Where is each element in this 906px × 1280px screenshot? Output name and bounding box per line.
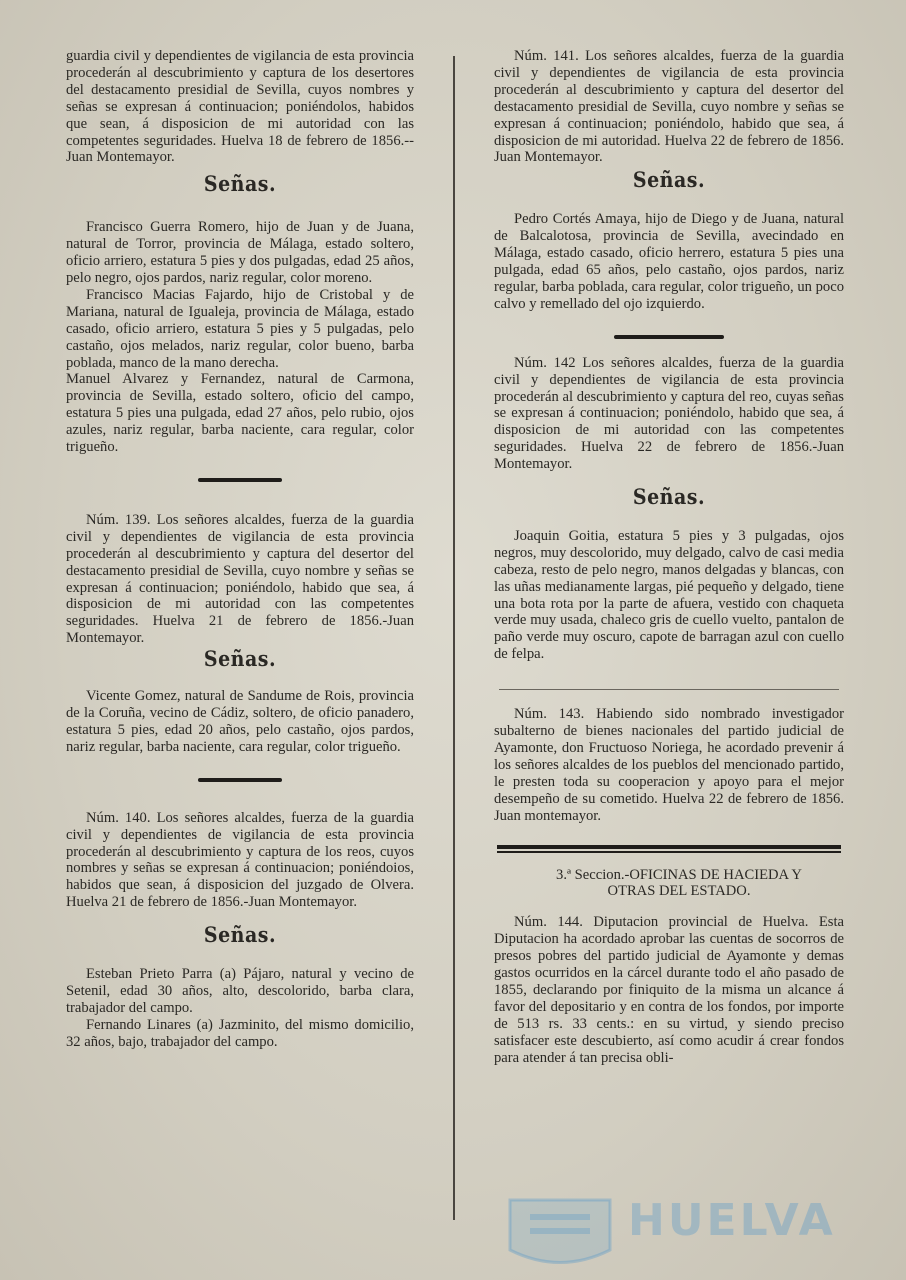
section-heading-line2: OTRAS DEL ESTADO. xyxy=(607,883,751,900)
description-paragraph: Francisco Macias Fajardo, hijo de Cristobal y de Mariana, natural de Igualeja, provincia de Málaga, estado casado, oficio arriero, estatura 5 pies y 5 pulgadas, pelo castaño, ojos melados, nariz regular, color bueno, barba poblada, manco de la mano derecha. xyxy=(66,286,414,371)
description-paragraph: Francisco Guerra Romero, hijo de Juan y de Juana, natural de Torror, provincia de Málaga, estado soltero, oficio arriero, estatura 5 pies y dos pulgadas, edad 25 años, pelo negro, ojos pardos, nariz regular, color moreno. xyxy=(66,219,414,286)
description-paragraph: Fernando Linares (a) Jazminito, del mismo domicilio, 32 años, bajo, trabajador del campo. xyxy=(66,1016,414,1050)
column-divider xyxy=(453,56,455,1220)
notice-139: Núm. 139. Los señores alcaldes, fuerza de la guardia civil y dependientes de vigilancia de esta provincia procederán al descubrimiento y captura del desertor del destacamento presidial de Sevilla, cuyo nombre y señas se expresan á continuacion; poniéndolo, habido que sea, á disposicion de mi autoridad con las competentes seguridades. Huelva 21 de febrero de 1856.-Juan Montemayor. xyxy=(66,511,414,647)
notice-144: Núm. 144. Diputacion provincial de Huelva. Esta Diputacion ha acordado aprobar las cuentas de socorros de presos pobres del partido judicial de Ayamonte y demas gastos ocurridos en la cárcel durante todo el año pasado de 1855, declarando por finiquito de la misma un alcance á favor del depositario y en contra de los fondos, por importe de 513 rs. 33 cents.: en su virtud, y siendo preciso satisfacer este descubierto, así como acudir á crear fondos para atender á tan precisa obli- xyxy=(494,914,844,1066)
senas-heading: Señas. xyxy=(632,484,706,510)
notice-143: Núm. 143. Habiendo sido nombrado investigador subalterno de bienes nacionales del partido judicial de Ayamonte, don Fructuoso Noriega, he acordado prevenir á los señores alcaldes de los pueblos del mencionado partido, le presten toda su cooperacion y apoyo para el mejor desempeño de su cometido. Huelva 22 de febrero de 1856. Juan montemayor. xyxy=(494,706,844,824)
right-column xyxy=(494,48,844,1067)
senas-heading: Señas. xyxy=(203,922,277,948)
double-rule xyxy=(497,845,841,853)
notice-141: Núm. 141. Los señores alcaldes, fuerza de la guardia civil y dependientes de vigilancia de esta provincia procederán al descubrimiento y captura del desertor del destacamento presidial de Sevilla, cuyo nombre y señas se expresan á continuacion; poniéndolo, habido que sea, á disposicion de mi autoridad. Huelva 22 de febrero de 1856. Juan Montemayor. xyxy=(494,48,844,166)
senas-heading: Señas. xyxy=(203,171,277,197)
left-column xyxy=(66,48,414,1051)
description-paragraph: Manuel Alvarez y Fernandez, natural de Carmona, provincia de Sevilla, estado soltero, oficio del campo, estatura 5 pies una pulgada, edad 27 años, pelo rubio, ojos azules, nariz regular, barba naciente, cara regular, color trigueño. xyxy=(66,371,414,456)
section-heading-line1: 3.ª Seccion.-OFICINAS DE HACIEDA Y xyxy=(556,866,802,883)
intro-paragraph: guardia civil y dependientes de vigilancia de esta provincia procederán al descubrimiento y captura de los desertores del destacamento presidial de Sevilla, cuyos nombres y señas se expresan á continuacion; poniéndolos, habidos que sean, á disposicion de mi autoridad con las competentes seguridades. Huelva 18 de febrero de 1856.--Juan Montemayor. xyxy=(66,48,414,166)
notice-140: Núm. 140. Los señores alcaldes, fuerza de la guardia civil y dependientes de vigilancia de esta provincia procederán al descubrimiento y captura de los reos, cuyos nombres y señas se expresan á continuacion; poniéndoios, habidos que sean, á disposicion del juzgado de Olvera. Huelva 21 de febrero de 1856.-Juan Montemayor. xyxy=(66,809,414,911)
description-paragraph: Esteban Prieto Parra (a) Pájaro, natural y vecino de Setenil, edad 30 años, alto, descolorido, barba clara, trabajador del campo. xyxy=(66,966,414,1016)
description-paragraph: Vicente Gomez, natural de Sandume de Rois, provincia de la Coruña, vecino de Cádiz, soltero, de oficio panadero, estatura 5 pies, edad 20 años, pelo castaño, ojos pardos, nariz regular, barba naciente, cara regular, color trigueño. xyxy=(66,688,414,755)
watermark-logo: HUELVA xyxy=(628,1195,836,1246)
description-paragraph: Joaquin Goitia, estatura 5 pies y 3 pulgadas, ojos negros, muy descolorido, muy delgado, calvo de casi media cabeza, resto de pelo negro, manos delgadas y blancas, con las uñas medianamente largas, pié pequeño y delgado, tiene una bota rota por la parte de afuera, vestido con chaqueta verde muy usada, chaleco gris de cuello vuelto, pantalon de paño verde muy oscuro, capote de barragan azul con cuello de felpa. xyxy=(494,527,844,663)
description-paragraph: Pedro Cortés Amaya, hijo de Diego y de Juana, natural de Balcalotosa, provincia de Sevilla, avecindado en Málaga, estado casado, oficio herrero, estatura 5 pies una pulgada, edad 65 años, pelo castaño, ojos pardos, nariz regular, barba poblada, cara regular, color trigueño, un poco calvo y remellado del ojo izquierdo. xyxy=(494,211,844,312)
senas-heading: Señas. xyxy=(632,167,706,193)
senas-heading: Señas. xyxy=(203,646,277,672)
notice-142: Núm. 142 Los señores alcaldes, fuerza de la guardia civil y dependientes de vigilancia de esta provincia procederán al descubrimiento y captura del reo, cuyas señas se expresan á continuacion; poniéndolo, habido que sea, á disposicion de mi autoridad con las competentes seguridades. Huelva 22 de febrero de 1856.-Juan Montemayor. xyxy=(494,354,844,473)
